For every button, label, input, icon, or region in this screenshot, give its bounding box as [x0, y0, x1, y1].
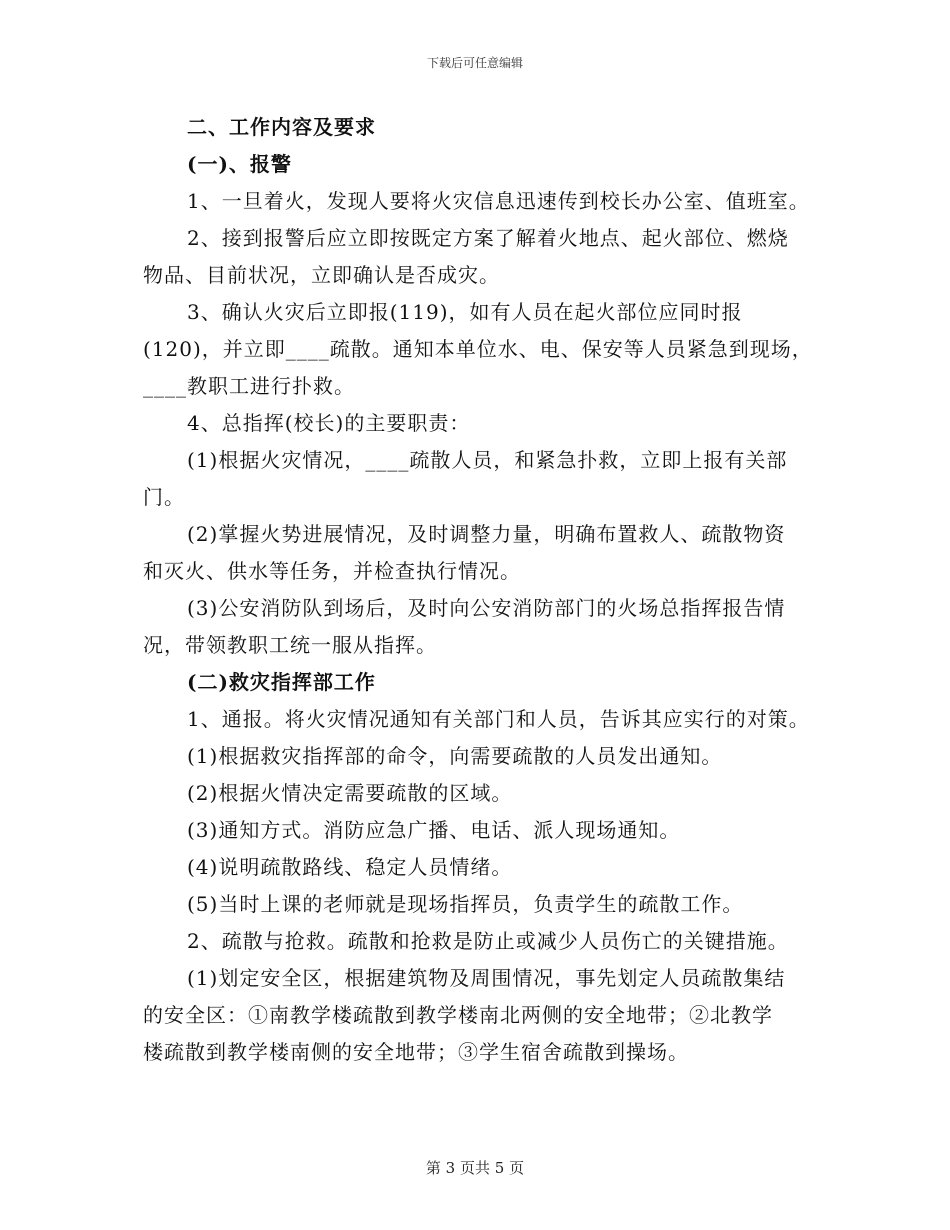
paragraph-line: (3)公安消防队到场后，及时向公安消防部门的火场总指挥报告情 — [187, 596, 786, 620]
paragraph-line: (1)根据救灾指挥部的命令，向需要疏散的人员发出通知。 — [187, 744, 723, 768]
page-header-note: 下载后可任意编辑 — [426, 56, 523, 70]
paragraph-line: 门。 — [143, 485, 185, 509]
section-heading: (一)、报警 — [187, 152, 292, 176]
paragraph-line: (2)掌握火势进展情况，及时调整力量，明确布置救人、疏散物资 — [187, 522, 786, 546]
paragraph-line: (5)当时上课的老师就是现场指挥员，负责学生的疏散工作。 — [187, 892, 744, 916]
paragraph-line: 物品、目前状况，立即确认是否成灾。 — [143, 263, 500, 287]
paragraph-line: 1、一旦着火，发现人要将火灾信息迅速传到校长办公室、值班室。 — [187, 189, 810, 213]
paragraph-line: 的安全区：①南教学楼疏散到教学楼南北两侧的安全地带；②北教学 — [143, 1003, 773, 1027]
paragraph-line: 和灭火、供水等任务，并检查执行情况。 — [143, 559, 521, 583]
paragraph-line: (1)划定安全区，根据建筑物及周围情况，事先划定人员疏散集结 — [187, 966, 786, 990]
page-number: 第 3 页共 5 页 — [425, 1159, 525, 1177]
section-heading: (二)救灾指挥部工作 — [187, 670, 376, 694]
paragraph-line: (2)根据火情决定需要疏散的区域。 — [187, 781, 513, 805]
paragraph-line: 1、通报。将火灾情况通知有关部门和人员，告诉其应实行的对策。 — [187, 707, 810, 731]
paragraph-line: 楼疏散到教学楼南侧的安全地带；③学生宿舍疏散到操场。 — [143, 1040, 689, 1064]
paragraph-line: (120)，并立即____疏散。通知本单位水、电、保安等人员紧急到现场， — [143, 337, 813, 361]
paragraph-line: ____教职工进行扑救。 — [143, 374, 355, 398]
section-heading: 二、工作内容及要求 — [187, 115, 376, 139]
paragraph-line: 况，带领教职工统一服从指挥。 — [143, 633, 437, 657]
paragraph-line: (3)通知方式。消防应急广播、电话、派人现场通知。 — [187, 818, 681, 842]
paragraph-line: 2、接到报警后应立即按既定方案了解着火地点、起火部位、燃烧 — [187, 226, 789, 250]
paragraph-line: 4、总指挥(校长)的主要职责： — [187, 411, 471, 435]
paragraph-line: (1)根据火灾情况，____疏散人员，和紧急扑救，立即上报有关部 — [187, 448, 788, 472]
paragraph-line: 2、疏散与抢救。疏散和抢救是防止或减少人员伤亡的关键措施。 — [187, 929, 789, 953]
document-body — [143, 109, 823, 1071]
paragraph-line: (4)说明疏散路线、稳定人员情绪。 — [187, 855, 513, 879]
paragraph-line: 3、确认火灾后立即报(119)，如有人员在起火部位应同时报 — [187, 300, 743, 324]
